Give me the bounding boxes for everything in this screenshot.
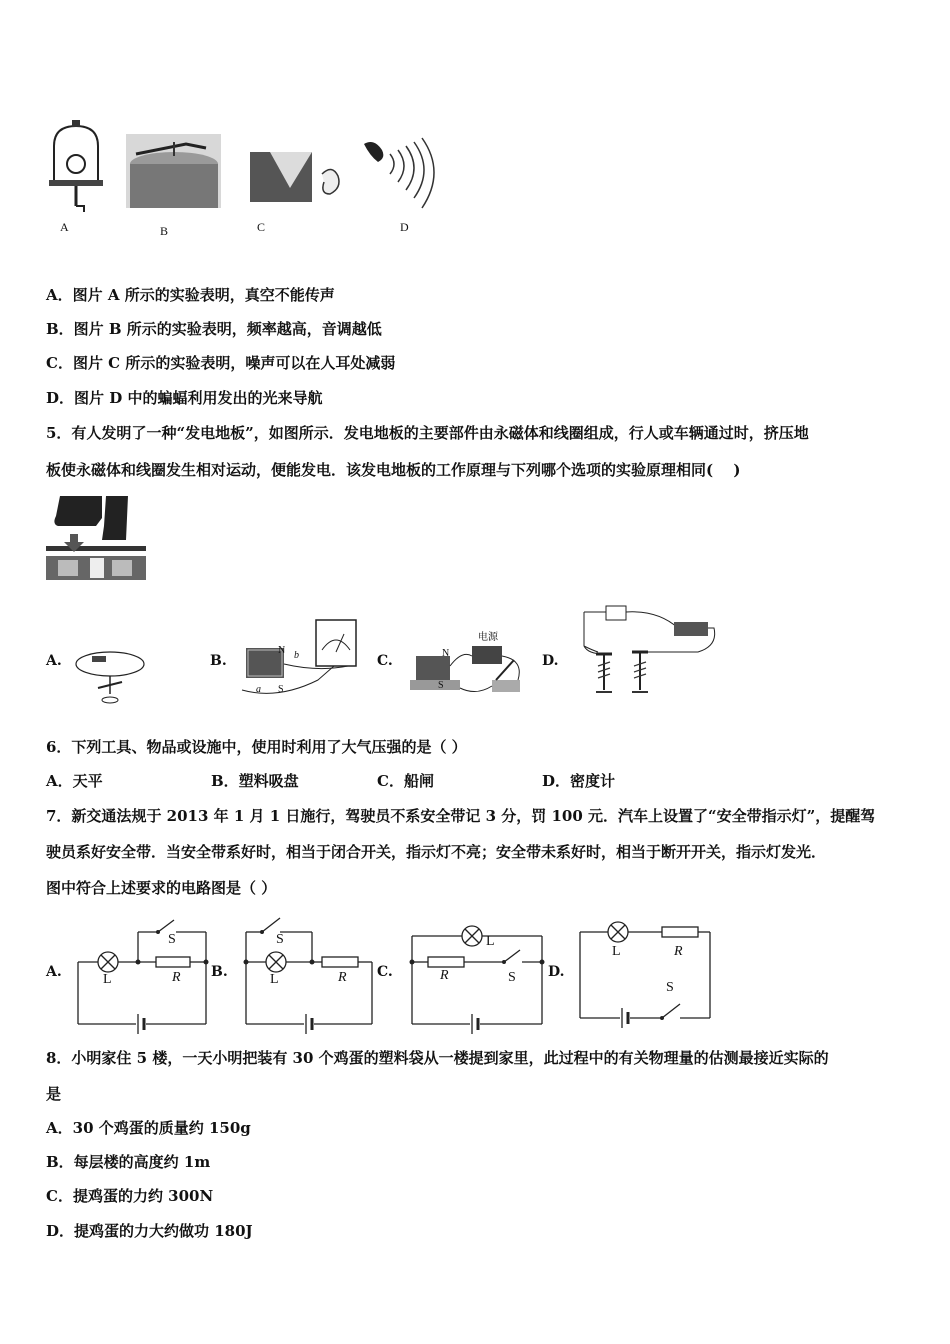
q5-fig-b-label-a: a bbox=[256, 684, 261, 695]
q4-option-d: D．图片 D 中的蝙蝠利用发出的光来导航 bbox=[46, 389, 323, 407]
q7-c-resistor-label: R bbox=[440, 968, 449, 983]
q5-fig-b-label-s: S bbox=[278, 684, 284, 695]
q5-fig-c-label-n: N bbox=[442, 648, 450, 659]
q5-fig-b-label-b: b bbox=[294, 650, 299, 661]
q5-fig-c-motor-setup bbox=[406, 630, 532, 700]
q5-option-d-label: D. bbox=[542, 653, 559, 669]
q6-option-d: D．密度计 bbox=[542, 772, 616, 790]
q8-option-a: A．30 个鸡蛋的质量约 150g bbox=[46, 1119, 251, 1137]
q5-fig-c-label-s: S bbox=[438, 680, 444, 691]
q8-option-c: C．提鸡蛋的力约 300N bbox=[46, 1187, 214, 1205]
q5-fig-a-current-wire bbox=[72, 642, 147, 706]
q7-d-switch-label: S bbox=[666, 980, 674, 995]
q7-option-a-label: A. bbox=[46, 964, 62, 980]
figure-caption-b: B bbox=[160, 224, 169, 238]
ear-noise-figure bbox=[250, 148, 345, 208]
q7-option-d-label: D. bbox=[548, 964, 565, 980]
bell-jar-figure bbox=[46, 118, 106, 218]
q7-d-resistor-label: R bbox=[674, 944, 683, 959]
q6-option-b: B．塑料吸盘 bbox=[211, 772, 299, 790]
q7-stem-line2: 驶员系好安全带．当安全带系好时，相当于闭合开关，指示灯不亮；安全带未系好时，相当于断开开关，指示灯发光． bbox=[46, 843, 827, 861]
q7-circuit-a bbox=[74, 912, 214, 1027]
q6-stem: 6．下列工具、物品或设施中，使用时利用了大气压强的是（ ） bbox=[46, 738, 467, 756]
q7-a-lamp-label: L bbox=[103, 972, 112, 987]
drum-tuning-fork-figure bbox=[126, 134, 221, 208]
q8-option-d: D．提鸡蛋的力大约做功 180J bbox=[46, 1222, 253, 1240]
q7-circuit-c bbox=[408, 918, 548, 1030]
q5-fig-b-label-n: N bbox=[278, 645, 286, 656]
q6-option-c: C．船闸 bbox=[377, 772, 434, 790]
q7-option-b-label: B. bbox=[211, 964, 228, 980]
q4-option-c: C．图片 C 所示的实验表明，噪声可以在人耳处减弱 bbox=[46, 354, 396, 372]
q5-fig-d-electromagnets bbox=[578, 606, 718, 700]
q7-circuit-b bbox=[242, 912, 378, 1027]
q5-option-a-label: A. bbox=[46, 653, 62, 669]
q7-option-c-label: C. bbox=[377, 964, 393, 980]
q4-option-b: B．图片 B 所示的实验表明，频率越高，音调越低 bbox=[46, 320, 382, 338]
figure-caption-c: C bbox=[257, 220, 266, 234]
q7-c-switch-label: S bbox=[508, 970, 516, 985]
figure-caption-a: A bbox=[60, 220, 69, 234]
q7-stem-line1: 7．新交通法规于 2013 年 1 月 1 日施行，驾驶员不系安全带记 3 分，罚 100 元．汽车上设置了“安全带指示灯”，提醒驾 bbox=[46, 807, 876, 825]
q7-a-switch-label: S bbox=[168, 932, 176, 947]
q8-stem-line1: 8．小明家住 5 楼，一天小明把装有 30 个鸡蛋的塑料袋从一楼提到家里，此过程中的有关物理量的估测最接近实际的 bbox=[46, 1049, 829, 1067]
q8-option-b: B．每层楼的高度约 1m bbox=[46, 1153, 211, 1171]
q5-stem-line2: 板使永磁体和线圈发生相对运动，便能发电．该发电地板的工作原理与下列哪个选项的实验原理相同( ) bbox=[46, 461, 741, 479]
q7-d-lamp-label: L bbox=[612, 944, 621, 959]
q7-stem-line3: 图中符合上述要求的电路图是（ ） bbox=[46, 879, 277, 897]
q4-option-a: A．图片 A 所示的实验表明，真空不能传声 bbox=[46, 286, 335, 304]
q7-b-lamp-label: L bbox=[270, 972, 279, 987]
bat-figure bbox=[360, 136, 446, 216]
q5-option-c-label: C. bbox=[377, 653, 393, 669]
q5-fig-c-power-label: 电源 bbox=[478, 632, 498, 643]
q7-c-lamp-label: L bbox=[486, 934, 495, 949]
q7-b-switch-label: S bbox=[276, 932, 284, 947]
q7-circuit-d bbox=[576, 918, 716, 1030]
q5-stem-line1: 5．有人发明了一种“发电地板”，如图所示．发电地板的主要部件由永磁体和线圈组成，行人或车辆通过时，挤压地 bbox=[46, 424, 809, 442]
q5-option-b-label: B. bbox=[210, 653, 227, 669]
figure-caption-d: D bbox=[400, 220, 409, 234]
q6-option-a: A．天平 bbox=[46, 772, 103, 790]
q7-b-resistor-label: R bbox=[338, 970, 347, 985]
q8-stem-line2: 是 bbox=[46, 1085, 62, 1103]
power-floor-figure bbox=[46, 496, 146, 582]
q7-a-resistor-label: R bbox=[172, 970, 181, 985]
